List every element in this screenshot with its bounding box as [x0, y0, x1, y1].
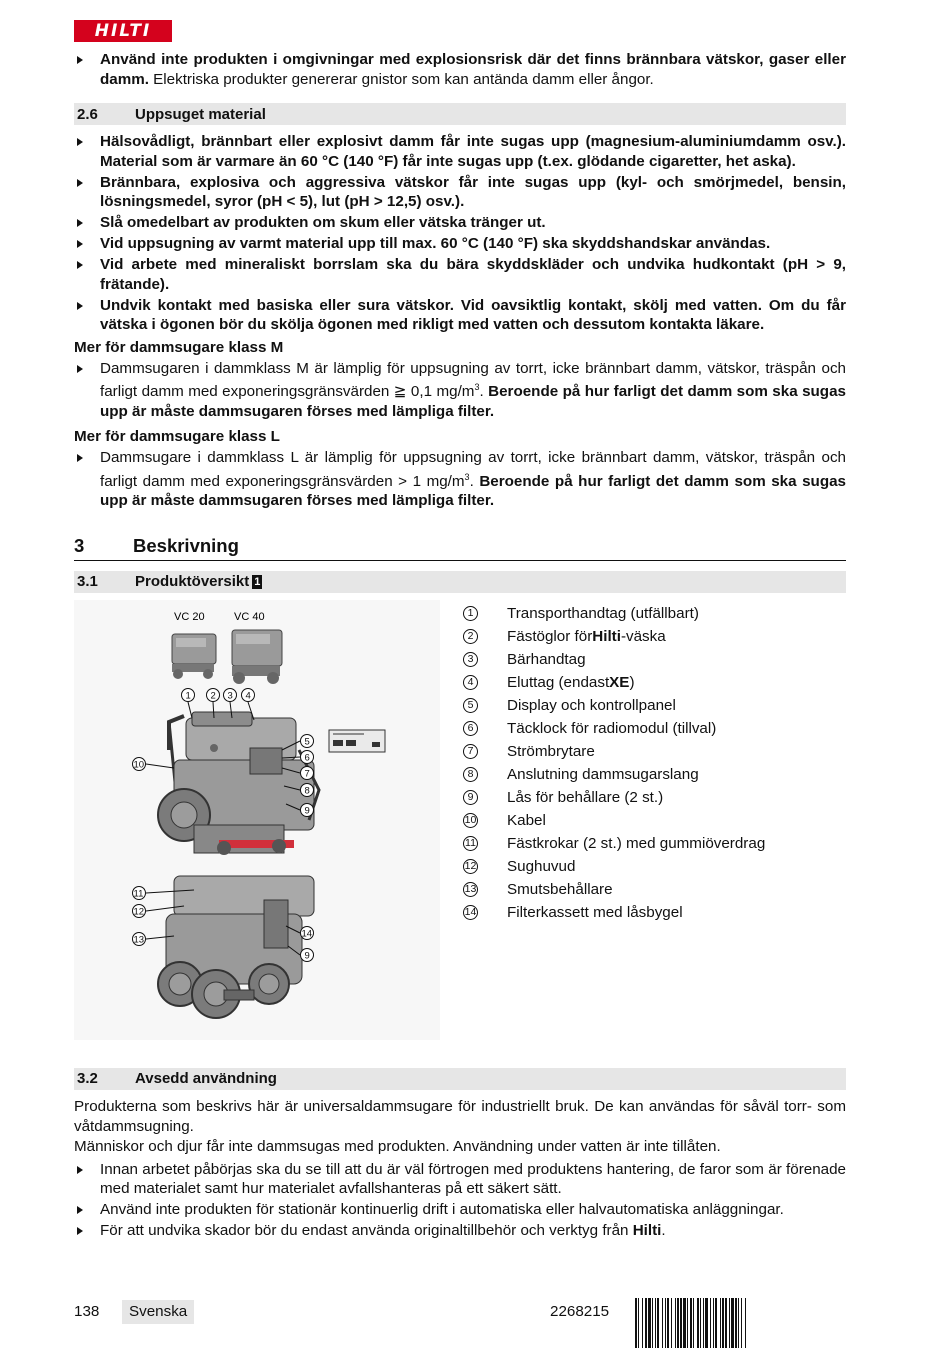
class-l-heading: Mer för dammsugare klass L — [74, 428, 280, 446]
product-overview — [74, 600, 846, 1070]
list-item: Undvik kontakt med basiska eller sura vätskor. Vid oavsiktlig kontakt, skölj med vatten. Om du får vätska i ögonen bör du skölja ögonen med rikligt med vatten och dessutom kontakta läkare. — [74, 296, 846, 335]
class-m-bullet: Dammsugaren i dammklass M är lämplig för uppsugning av torrt, icke brännbart damm, vätskor, träspån och farligt damm med exponeringsgränsvärden ≧ 0,1 $mg/m^3$. Beroende på hur farligt det damm som ska sugas upp är måste dammsugaren förses med lämpliga filter. — [74, 359, 846, 422]
legend-item: 2 Fästöglor för Hilti -väska — [463, 625, 765, 648]
svg-text:5: 5 — [304, 736, 310, 748]
component-legend — [463, 602, 765, 924]
control-panel-inset — [329, 730, 385, 752]
legend-item: 7 Strömbrytare — [463, 740, 765, 763]
language-label: Svenska — [122, 1300, 194, 1324]
class-l-bullet: Dammsugare i dammklass L är lämplig för uppsugning av torrt, icke brännbart damm, vätskor, träspån och farligt damm med exponeringsgränsvärden > 1 $mg/m^3$. Beroende på hur farligt det damm som ska sugas upp är måste dammsugaren förses med lämpliga filter. — [74, 448, 846, 511]
list-item: Använd inte produkten för stationär kontinuerlig drift i automatiska eller halvautomatiska anläggningar. — [74, 1200, 846, 1220]
document-number: 2268215 — [550, 1303, 610, 1320]
list-item: För att undvika skador bör du endast använda originaltillbehör och verktyg från Hilti. — [74, 1221, 846, 1241]
svg-text:6: 6 — [304, 752, 310, 764]
list-item: Innan arbetet påbörjas ska du se till att du är väl förtrogen med produktens hantering, de faror som är förenade med materialet samt hur materialet avfallshanteras på ett säkert sätt. — [74, 1160, 846, 1199]
legend-item: 9 Lås för behållare (2 st.) — [463, 786, 765, 809]
page-content — [74, 50, 846, 1242]
legend-item: 10 Kabel — [464, 811, 546, 829]
restrictions-paragraph: Människor och djur får inte dammsugas med produkten. Användning under vatten är inte tillåten. — [74, 1137, 721, 1155]
svg-text:9: 9 — [304, 950, 310, 962]
explosion-warning-bullet: Använd inte produkten i omgivningar med explosionsrisk där det finns brännbara vätskor, gaser eller damm. Elektriska produkter genererar gnistor som kan antända damm eller ångor. — [74, 50, 846, 89]
chapter-3-heading: 3 Beskrivning — [74, 535, 846, 561]
list-item: Slå omedelbart av produkten om skum eller vätska tränger ut. — [74, 213, 846, 233]
legend-item: 14 Filterkassett med låsbygel — [464, 903, 683, 921]
legend-item: 13 Smutsbehållare — [464, 880, 613, 898]
legend-item: 6 Täcklock för radiomodul (tillval) — [463, 717, 765, 740]
legend-item: 1 Transporthandtag (utfällbart) — [463, 602, 765, 625]
section-3-1-heading: 3.1 Produktöversikt 1 — [74, 571, 846, 593]
page-number: 138 — [74, 1303, 100, 1320]
svg-text:1: 1 — [185, 690, 191, 702]
vacuum-figure — [74, 600, 440, 1040]
section-3-2-heading: 3.2 Avsedd användning — [74, 1068, 846, 1090]
section-2-6-heading: 2.6 Uppsuget material — [74, 103, 846, 125]
svg-text:4: 4 — [245, 690, 251, 702]
list-item: Vid arbete med mineraliskt borrslam ska du bära skyddskläder och undvika hudkontakt (pH > 9, frätande). — [74, 255, 846, 294]
legend-item: 12 Sughuvud — [464, 857, 576, 875]
list-item: Vid uppsugning av varmt material upp till max. 60 °C (140 °F) ska skyddshandskar användas. — [74, 234, 846, 254]
svg-text:2: 2 — [210, 690, 216, 702]
legend-item: 5 Display och kontrollpanel — [463, 694, 765, 717]
barcode-icon — [635, 1298, 846, 1348]
class-m-heading: Mer för dammsugare klass M — [74, 338, 284, 356]
hilti-logo: HILTI — [74, 20, 172, 42]
svg-text:9: 9 — [304, 805, 310, 817]
list-item: Hälsovådligt, brännbart eller explosivt damm får inte sugas upp (magnesium-aluminiumdamm osv.). Material som är varmare än 60 °C (140 °F) får inte sugas upp (t.ex. glödande cigaretter, het aska). — [74, 132, 846, 171]
legend-item: 11 Fästkrokar (2 st.) med gummiöverdrag — [463, 832, 765, 855]
svg-text:12: 12 — [133, 906, 145, 918]
svg-text:11: 11 — [133, 888, 144, 900]
legend-item: 3 Bärhandtag — [463, 648, 765, 671]
svg-text:14: 14 — [301, 928, 313, 940]
page-footer — [74, 1300, 846, 1324]
figure-reference: 1 — [254, 575, 261, 588]
intended-use-paragraph: Produkterna som beskrivs här är universaldammsugare för industriellt bruk. De kan användas för såväl torr- som våtdammsugning. — [74, 1097, 846, 1135]
list-item: Brännbara, explosiva och aggressiva vätskor får inte sugas upp (kyl- och smörjmedel, bensin, lösningsmedel, syror (pH < 5), lut (pH > 12,5) osv.). — [74, 173, 846, 212]
section-2-6-bullets — [74, 132, 846, 335]
svg-text:7: 7 — [304, 768, 310, 780]
svg-text:13: 13 — [133, 934, 145, 946]
vc40-label: VC 40 — [234, 610, 265, 623]
legend-item: 8 Anslutning dammsugarslang — [463, 763, 765, 786]
legend-item: 4 Eluttag (endast XE ) — [463, 671, 765, 694]
vc20-label: VC 20 — [174, 610, 205, 623]
svg-text:10: 10 — [133, 759, 145, 771]
svg-text:8: 8 — [304, 785, 310, 797]
vc40-thumbnail — [232, 630, 282, 684]
svg-text:3: 3 — [227, 690, 233, 702]
